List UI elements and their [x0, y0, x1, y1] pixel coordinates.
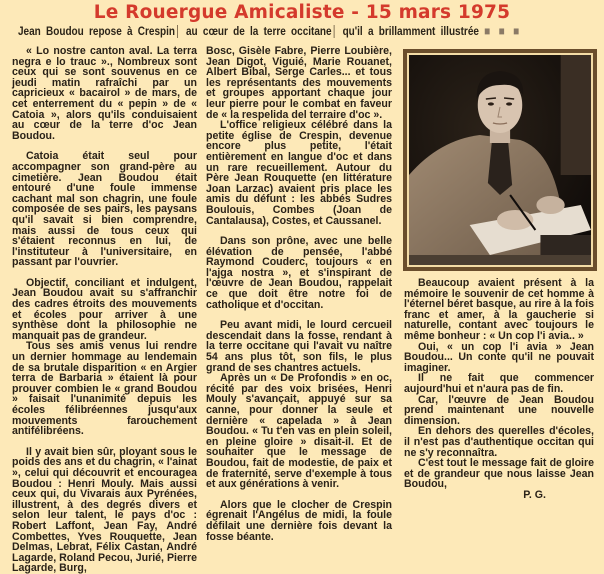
paragraph: Il ne fait que commencer aujourd'hui et n'aura pas de fin. [404, 372, 594, 395]
paragraph: Il y avait bien sûr, ployant sous le poids des ans et du chagrin, « l'ainat », celui qui découvrit et encouragea Boudou : Henri Mouly. Mais aussi ceux qui, du Vivarais aux Pyrénées, illustrent, à des degrés divers et selon leur talent, le pays d'oc : Robert Laffont, Jean Fay, André Combettes, Yves Rouquette, Jean Delmas, Lebrat, Félix Castan, André Lagarde, Roland Pecou, Jurié, Pierre Lagarde, Burg, [12, 445, 198, 574]
portrait-photo [407, 53, 593, 267]
paragraph: Alors que le clocher de Crespin égrenait l'Angélus de midi, la foule défilait une dernière fois devant la fosse béante. [206, 498, 392, 543]
paragraph: Catoia était seul pour accompagner son grand-père au cimetière. Jean Boudou était entouré d'une foule immense cachant mal son chagrin, une foule composée de ses pairs, les paysans qu'il savait si bien comprendre, mais aussi de tous ceux qui s'étaient reconnus en lui, de l'instituteur à l'universitaire, en passant par l'ouvrier. [12, 150, 197, 269]
paragraph: Après un « De Profondis » en oc, récité par des voix brisées, Henri Mouly s'avançait, appuyé sur sa canne, pour donner la seule et dernière « capelada » à Jean Boudou. « Tu t'en vas en plein soleil, en pleine gloire » disait-il. Et de souhaiter que le message de Boudou, fait de modestie, de paix et de fraternité, serve d'exemple à tous et aux générations à venir. [206, 372, 392, 491]
paragraph: Car, l'œuvre de Jean Boudou prend maintenant une nouvelle dimension. [404, 393, 594, 427]
headline-part-3: qu'il a brillamment illustrée [342, 24, 479, 38]
portrait-photo-icon [409, 55, 591, 265]
article-column-2 [206, 46, 392, 542]
article-column-3 [404, 278, 594, 500]
paragraph: Bosc, Gisèle Fabre, Pierre Loubière, Jean Digot, Viguié, Marie Rouanet, Albert Bibal, Serge Carles... et tous les représentants des mouvements et groupes apportant chaque jour leur pierre pour le combat en faveur de « la respelida del terraire d'oc ». [206, 45, 392, 121]
ellipsis-squares: ■ ■ ■ [484, 24, 521, 38]
paragraph: « Lo nostre canton aval. La terra negra e lo trauc »., Nombreux sont ceux qui se sont souvenus en ce jeudi matin rafraîchi par un capricieux « bacairol » de mars, de cet enterrement du « pepin » de « Catoia », alors qu'ils conduisaient au cœur de la terre d'oc Jean Boudou. [12, 45, 197, 142]
paragraph: C'est tout le message fait de gloire et de grandeur que nous laisse Jean Boudou, [404, 457, 594, 491]
paragraph: Peu avant midi, le lourd cercueil descendait dans la fosse, rendant à la terre occitane qui l'avait vu naître 54 ans plus tôt, son fils, le plus grand de ses chantres actuels. [206, 319, 392, 374]
paragraph: Oui, « un cop l'i avia » Jean Boudou... Un conte qu'il ne pouvait imaginer. [404, 340, 594, 374]
page-title: Le Rouergue Amicaliste - 15 mars 1975 [93, 2, 511, 23]
column-divider [334, 25, 335, 38]
headline-part-1: Jean Boudou repose à Crespin [18, 24, 176, 38]
column-divider [177, 25, 178, 38]
paragraph: Dans son prône, avec une belle élévation de pensée, l'abbé Raymond Couderc, toujours « en l'ajga nostra », et s'inspirant de l'œuvre de Jean Boudou, rappelait ce que doit être notre foi de catholique et d'occitan. [206, 235, 392, 311]
paragraph: En dehors des querelles d'écoles, il n'est pas d'authentique occitan qui ne s'y reconnaîtra. [404, 425, 594, 459]
article-headline [18, 23, 521, 39]
headline-part-2: au cœur de la terre occitane [185, 24, 332, 38]
author-signature: P. G. [523, 488, 546, 501]
portrait-photo-frame [403, 49, 597, 271]
article-column-1 [12, 46, 197, 574]
paragraph: Objectif, conciliant et indulgent, Jean Boudou avait su s'affranchir des cadres étroits des mouvements et écoles pour arriver à une synthèse dont la philosophie ne manquait pas de grandeur. [12, 276, 197, 342]
paragraph: Beaucoup avaient présent à la mémoire le souvenir de cet homme à l'éternel béret basque, au rire à la fois franc et amer, à la gaucherie si naturelle, contant avec toujours le même bonheur : « Un cop l'i avia.. » [404, 277, 594, 342]
paragraph: L'office religieux célébré dans la petite église de Crespin, devenue encore plus petite, l'était entièrement en langue d'oc et dans un rare recueillement. Autour du Père Jean Rouquette (en littérature Joan Larzac) avaient pris place les amis du défunt : les abbés Sudres Boulouis, Combes (Joan de Cantalausa), Costes, et Caussanel. [206, 119, 392, 227]
paragraph: Tous ses amis venus lui rendre un dernier hommage au lendemain de sa brutale disparition « en Argier terra de Barbaria » étaient là pour prouver combien le « grand Boudou » faisait l'unanimité depuis les écoles félibréennes jusqu'aux mouvements farouchement antifélibréens. [12, 340, 197, 438]
